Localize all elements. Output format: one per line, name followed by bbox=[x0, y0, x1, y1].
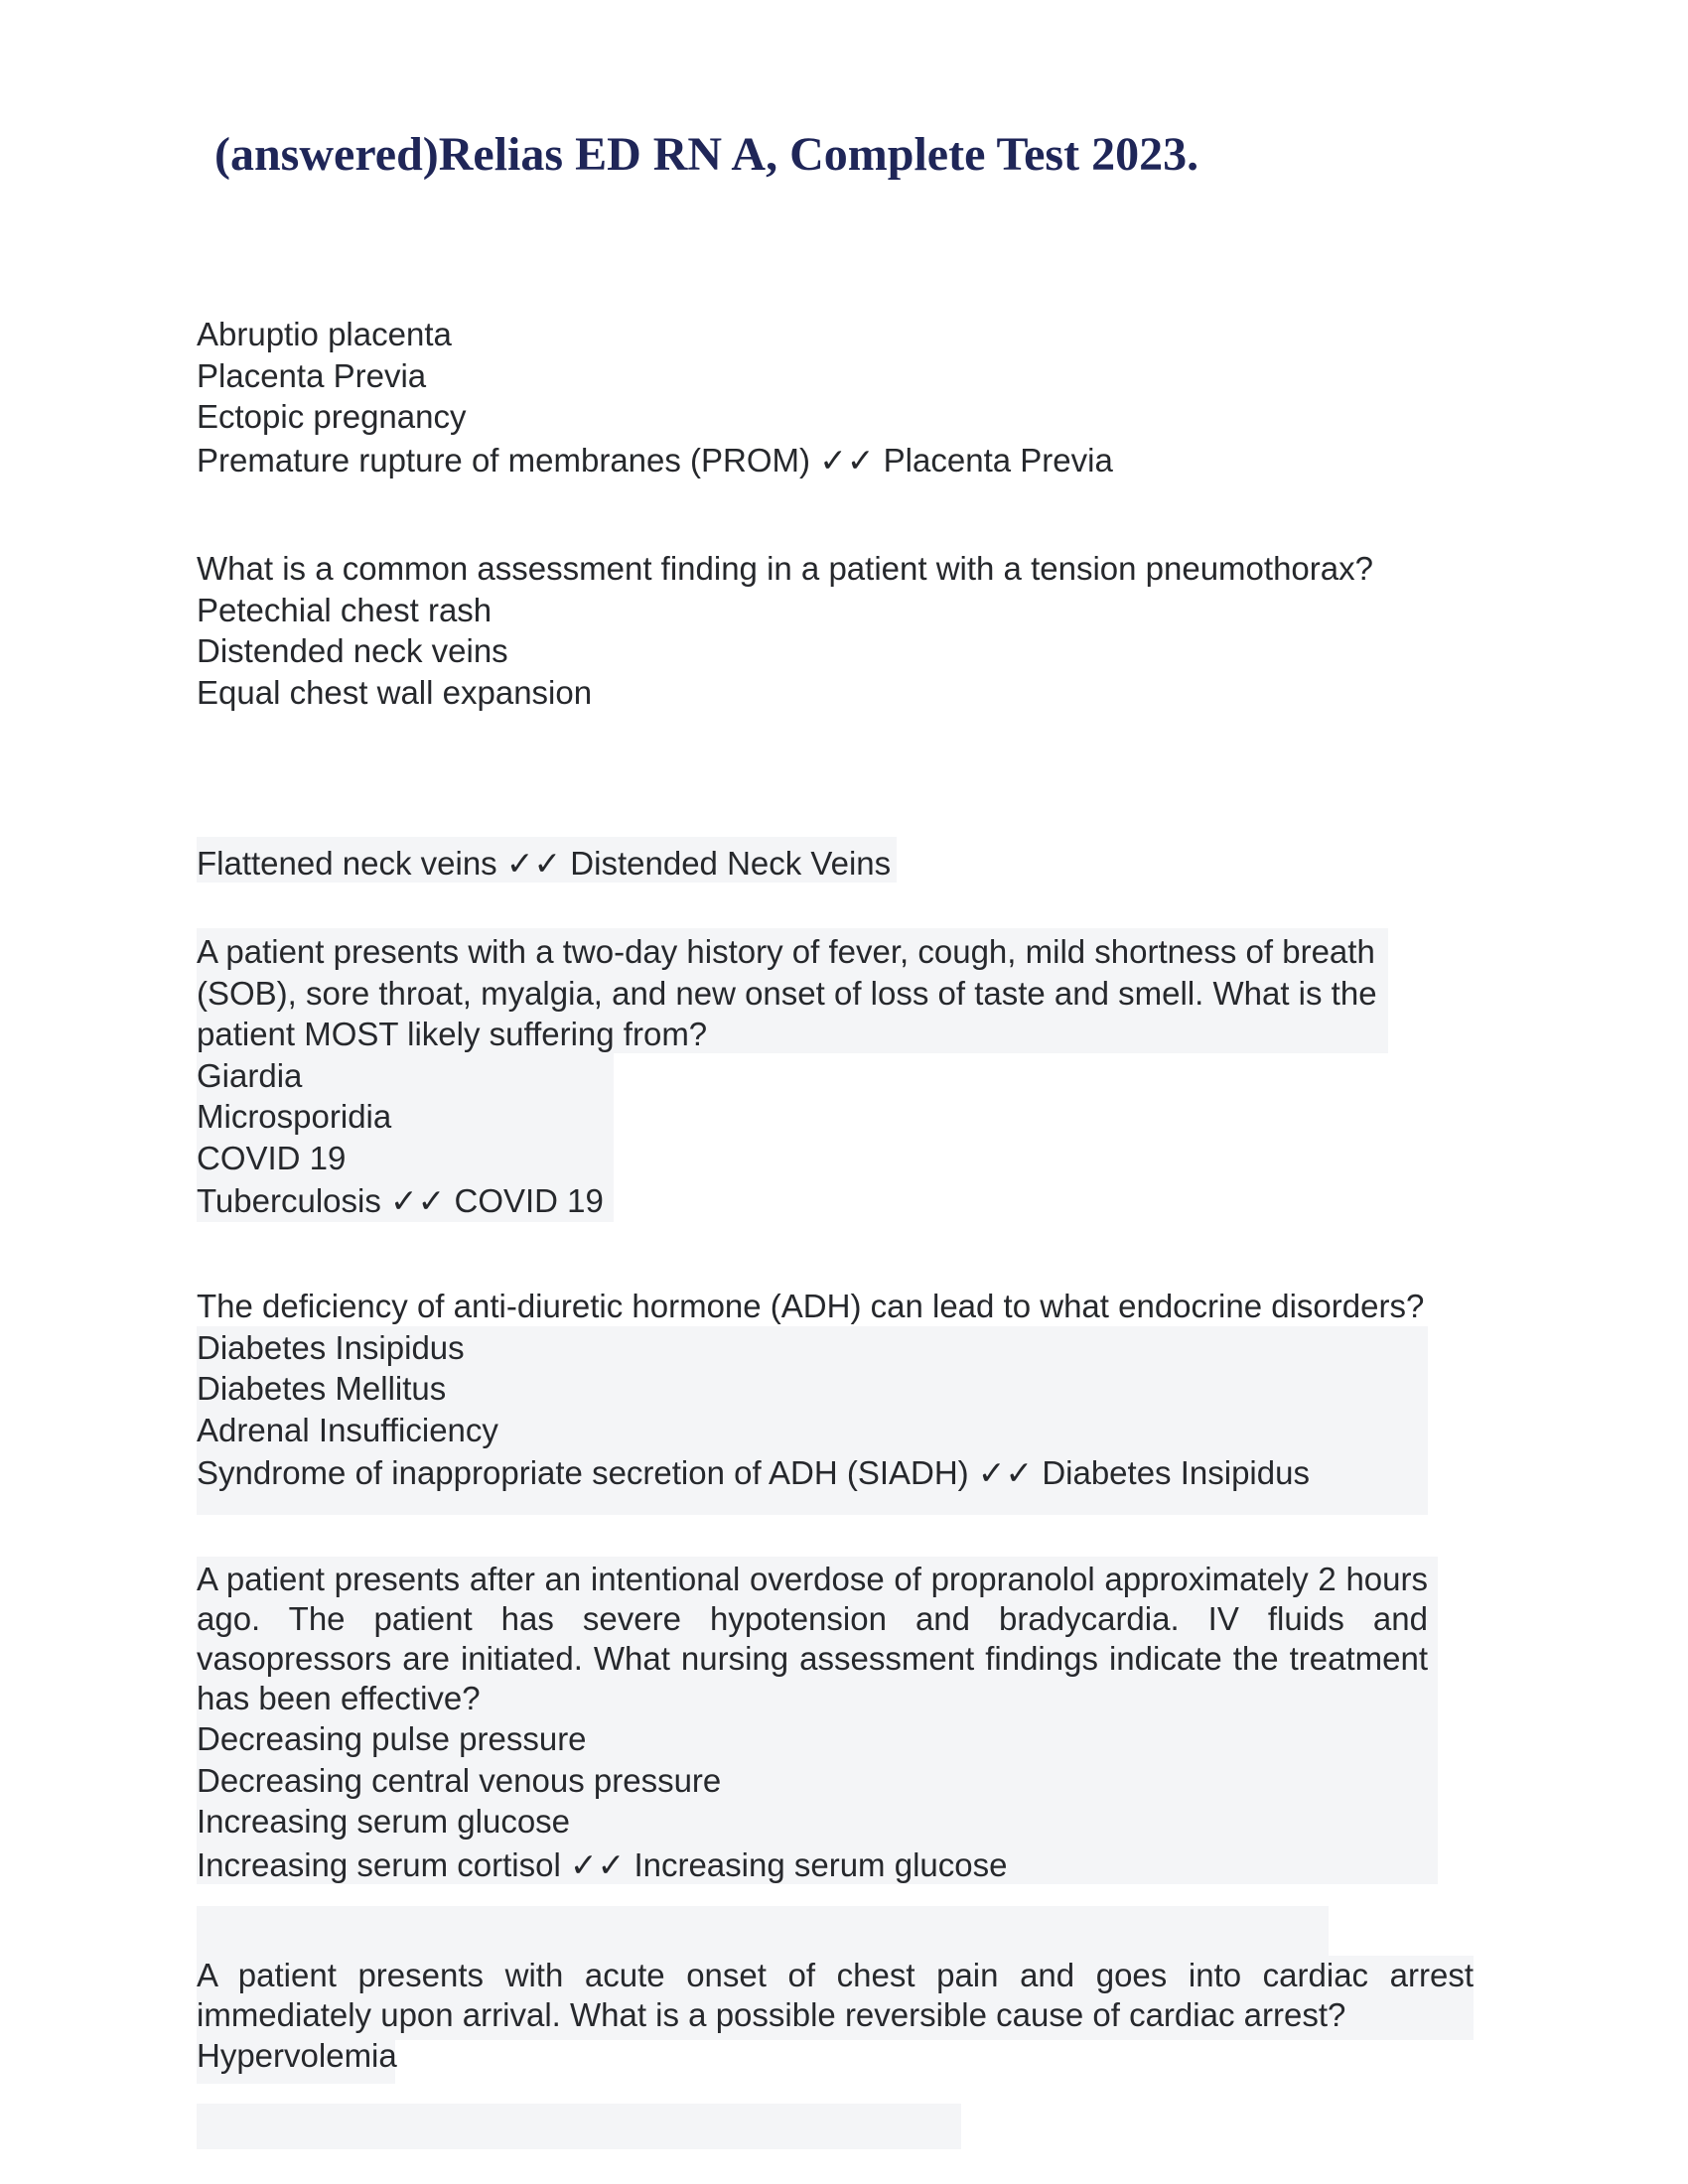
option: Diabetes Mellitus bbox=[197, 1370, 447, 1407]
option: Decreasing central venous pressure bbox=[197, 1761, 722, 1799]
answer-line: Syndrome of inappropriate secretion of ADH (SIADH) ✓✓ Diabetes Insipidus bbox=[197, 1454, 1310, 1491]
option: Giardia bbox=[197, 1056, 303, 1094]
question-line: A patient presents with a two-day history of fever, cough, mild shortness of breath bbox=[197, 933, 1375, 970]
answer-line: Tuberculosis ✓✓ COVID 19 bbox=[197, 1182, 604, 1219]
highlight-bottom bbox=[197, 2104, 961, 2149]
question-block-4 bbox=[197, 1286, 1424, 1496]
question-block-2 bbox=[197, 548, 1373, 713]
option: Decreasing pulse pressure bbox=[197, 1720, 587, 1757]
question-text: The deficiency of anti-diuretic hormone (ADH) can lead to what endocrine disorders? bbox=[197, 1288, 1425, 1324]
option: Petechial chest rash bbox=[197, 591, 492, 628]
option: Hypervolemia bbox=[197, 2037, 397, 2074]
option: Equal chest wall expansion bbox=[197, 673, 593, 711]
option: Increasing serum glucose bbox=[197, 1803, 571, 1840]
option: COVID 19 bbox=[197, 1139, 347, 1176]
answer-line: Increasing serum cortisol ✓✓ Increasing serum glucose bbox=[197, 1845, 1008, 1883]
option: Ectopic pregnancy bbox=[197, 398, 467, 435]
page-title: (answered)Relias ED RN A, Complete Test 2023. bbox=[214, 128, 1199, 181]
highlight-q6-top bbox=[197, 1906, 1329, 1956]
option: Diabetes Insipidus bbox=[197, 1328, 465, 1366]
question-text: A patient presents after an intentional overdose of propranolol approximately 2 hours ago. The patient has severe hypotension and bradycardia. IV fluids and vasopressors are initiated. What nursing assessment findings indicate the treatment has been effective? bbox=[197, 1561, 1428, 1716]
option: Microsporidia bbox=[197, 1098, 392, 1135]
option: Adrenal Insufficiency bbox=[197, 1411, 498, 1448]
question-block-6 bbox=[197, 1956, 1474, 2077]
question-line: (SOB), sore throat, myalgia, and new onset of loss of taste and smell. What is the bbox=[197, 974, 1377, 1012]
answer-block-2 bbox=[197, 841, 891, 887]
answer-line: Flattened neck veins ✓✓ Distended Neck Veins bbox=[197, 845, 892, 882]
question-block-5 bbox=[197, 1560, 1428, 1888]
option: Placenta Previa bbox=[197, 356, 427, 394]
answer-line: Premature rupture of membranes (PROM) ✓✓ Placenta Previa bbox=[197, 441, 1113, 478]
option: Abruptio placenta bbox=[197, 316, 452, 352]
question-line: patient MOST likely suffering from? bbox=[197, 1016, 708, 1052]
question-text: A patient presents with acute onset of chest pain and goes into cardiac arrest immediately upon arrival. What is a possible reversible cause of cardiac arrest? bbox=[197, 1957, 1474, 2033]
question-block-1 bbox=[197, 314, 1113, 483]
question-text: What is a common assessment finding in a patient with a tension pneumothorax? bbox=[197, 550, 1373, 587]
question-block-3 bbox=[197, 931, 1377, 1224]
option: Distended neck veins bbox=[197, 632, 508, 669]
